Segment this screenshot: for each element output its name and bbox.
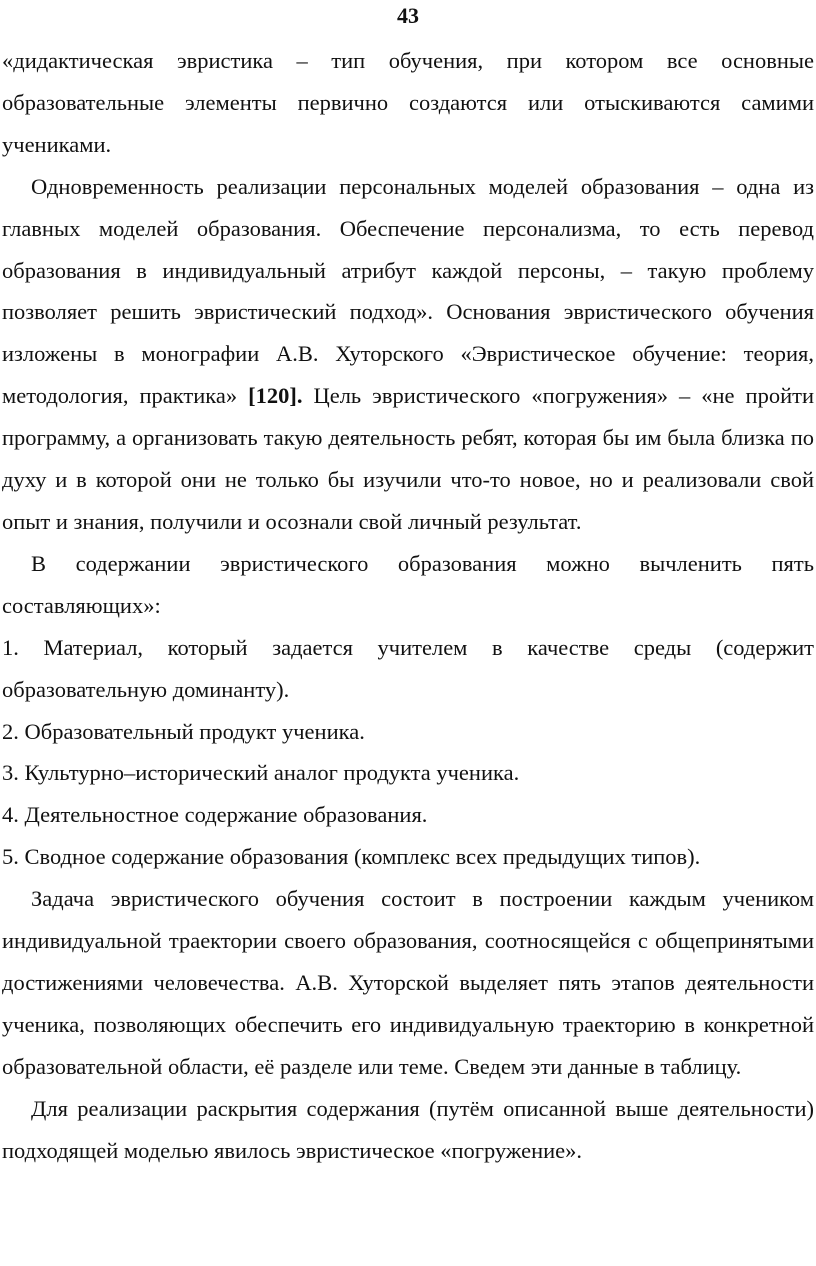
paragraph-text-before-citation: Одновременность реализации персональных моделей образования – одна из главных моделей образования. Обеспечение персонализма, то есть перевод образования в индивидуальный атрибут каждой персоны, – такую проблему позволяет решить эвристический подход». Основания эвристического обучения изложены в монографии А.В. Хуторского «Эвристическое обучение: теория, методология, практика» <box>2 173 814 409</box>
page-number: 43 <box>397 3 419 28</box>
list-item: 3. Культурно–исторический аналог продукта ученика. <box>2 760 520 786</box>
citation-reference: [120]. <box>248 383 303 409</box>
paragraph-personal-models <box>2 166 814 543</box>
page-body <box>2 40 814 1171</box>
paragraph-immersion-model: Для реализации раскрытия содержания (путём описанной выше деятельности) подходящей моделью явилось эвристическое «погружение». <box>2 1095 814 1163</box>
list-item: 4. Деятельностное содержание образования. <box>2 802 428 828</box>
list-item: 1. Материал, который задается учителем в качестве среды (содержит образовательную доминанту). <box>2 634 814 702</box>
list-item: 2. Образовательный продукт ученика. <box>2 718 365 744</box>
paragraph-components-intro: В содержании эвристического образования можно вычленить пять составляющих»: <box>2 550 814 618</box>
paragraph-learning-task: Задача эвристического обучения состоит в построении каждым учеником индивидуальной траектории своего образования, соотносящейся с общепринятыми достижениями человечества. А.В. Хуторской выделяет пять этапов деятельности ученика, позволяющих обеспечить его индивидуальную траекторию в конкретной образовательной области, её разделе или теме. Сведем эти данные в таблицу. <box>2 886 814 1079</box>
paragraph-text-after-citation: Цель эвристического «погружения» – «не пройти программу, а организовать такую деятельность ребят, которая бы им была близка по духу и в которой они не только бы изучили что-то новое, но и реализовали свой опыт и знания, получили и осознали свой личный результат. <box>2 383 814 534</box>
paragraph-didactic-heuristics: «дидактическая эвристика – тип обучения, при котором все основные образовательные элементы первично создаются или отыскиваются самими учениками. <box>2 48 814 157</box>
list-item: 5. Сводное содержание образования (комплекс всех предыдущих типов). <box>2 844 701 870</box>
